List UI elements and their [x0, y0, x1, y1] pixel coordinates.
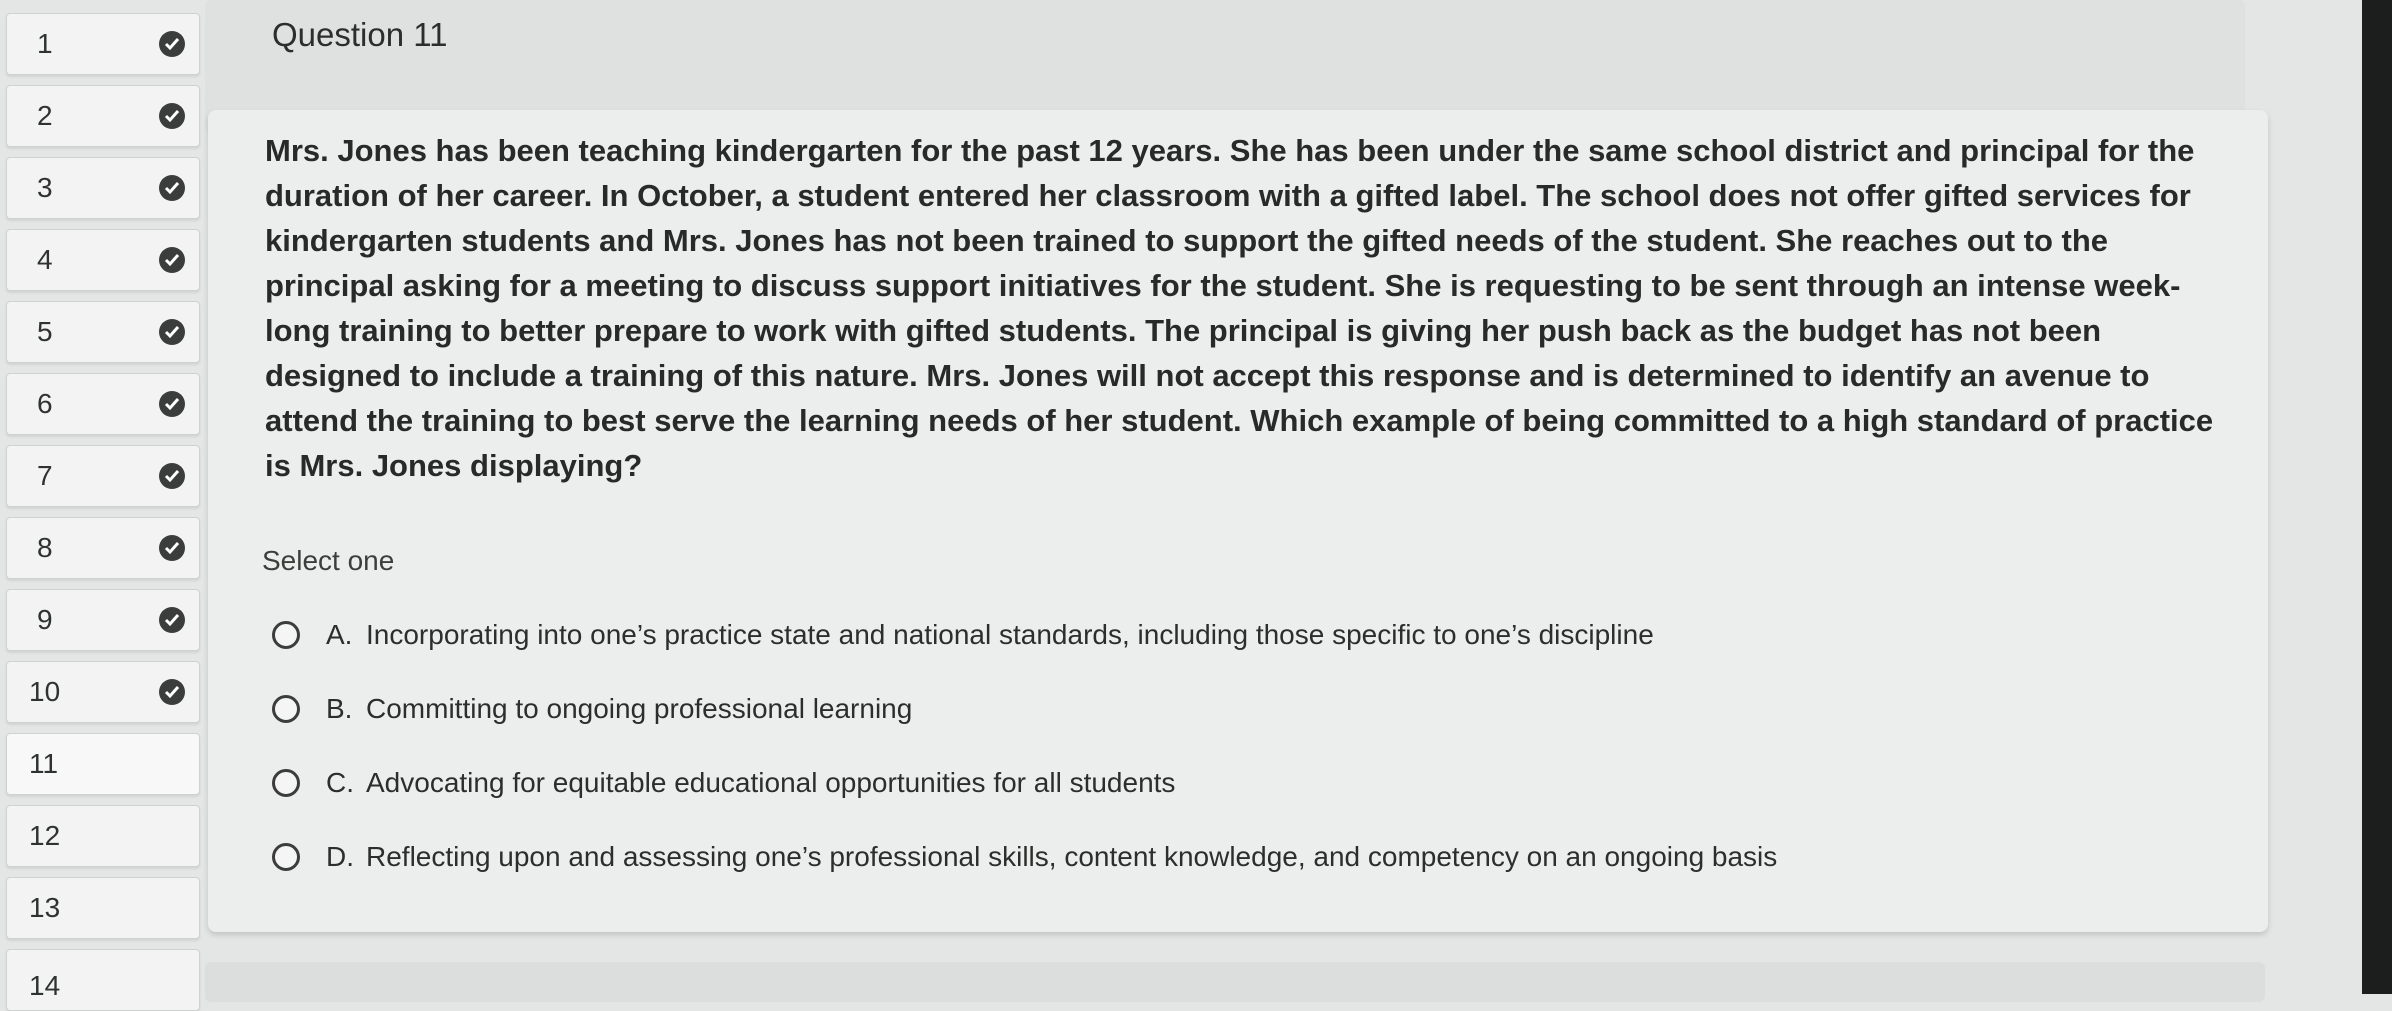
nav-number: 10	[29, 676, 61, 707]
option-letter: D.	[326, 841, 354, 872]
option-a[interactable]	[262, 613, 2162, 663]
check-circle-icon	[159, 679, 185, 705]
nav-question-2[interactable]	[6, 85, 200, 147]
radio-circle-icon[interactable]	[272, 621, 300, 649]
nav-question-12[interactable]	[6, 805, 200, 867]
option-letter: A.	[326, 619, 353, 650]
question-text: Mrs. Jones has been teaching kindergarten for the past 12 years. She has been under the same school district and principal for the duration of her career. In October, a student entered her classroom with a gifted label. The school does not offer gifted services for kindergarten students and Mrs. Jones has not been trained to support the gifted needs of the student. She reaches out to the principal asking for a meeting to discuss support initiatives for the student. She is requesting to be sent through an intense week-long training to better prepare to work with gifted students. The principal is giving her push back as the budget has not been designed to include a training of this nature. Mrs. Jones will not accept this response and is determined to identify an avenue to attend the training to best serve the learning needs of her student. Which example of being committed to a high standard of practice is Mrs. Jones displaying?	[265, 133, 2214, 483]
option-text: Reflecting upon and assessing one’s professional skills, content knowledge, and competency on an ongoing basis	[366, 841, 1778, 872]
nav-question-10[interactable]	[6, 661, 200, 723]
option-d[interactable]	[262, 835, 2162, 885]
nav-question-5[interactable]	[6, 301, 200, 363]
check-circle-icon	[159, 391, 185, 417]
option-text: Committing to ongoing professional learning	[366, 693, 913, 724]
check-circle-icon	[159, 319, 185, 345]
nav-number: 13	[29, 892, 61, 923]
nav-number: 5	[37, 316, 53, 347]
nav-question-14[interactable]	[6, 949, 200, 1011]
nav-question-3[interactable]	[6, 157, 200, 219]
check-circle-icon	[159, 247, 185, 273]
nav-number: 7	[37, 460, 53, 491]
nav-question-8[interactable]	[6, 517, 200, 579]
option-letter: C.	[326, 767, 354, 798]
radio-circle-icon[interactable]	[272, 843, 300, 871]
select-one-label: Select one	[262, 545, 395, 576]
nav-number: 14	[29, 970, 61, 1001]
question-navigator	[0, 0, 205, 1001]
option-letter: B.	[326, 693, 353, 724]
nav-question-4[interactable]	[6, 229, 200, 291]
nav-question-6[interactable]	[6, 373, 200, 435]
next-question-card	[205, 962, 2265, 1002]
check-circle-icon	[159, 31, 185, 57]
option-text: Incorporating into one’s practice state and national standards, including those specific to one’s discipline	[366, 619, 1654, 650]
nav-question-7[interactable]	[6, 445, 200, 507]
radio-circle-icon[interactable]	[272, 695, 300, 723]
option-text: Advocating for equitable educational opportunities for all students	[366, 767, 1176, 798]
option-c[interactable]	[262, 761, 2162, 811]
check-circle-icon	[159, 463, 185, 489]
nav-number: 3	[37, 172, 53, 203]
nav-number: 2	[37, 100, 53, 131]
option-b[interactable]	[262, 687, 2162, 737]
nav-number: 12	[29, 820, 61, 851]
screen-bezel	[2362, 0, 2392, 994]
radio-circle-icon[interactable]	[272, 769, 300, 797]
nav-question-1[interactable]	[6, 13, 200, 75]
check-circle-icon	[159, 535, 185, 561]
check-circle-icon	[159, 607, 185, 633]
nav-question-9[interactable]	[6, 589, 200, 651]
nav-number: 11	[29, 748, 59, 779]
nav-question-11[interactable]	[6, 733, 200, 795]
nav-number: 6	[37, 388, 53, 419]
nav-number: 9	[37, 604, 53, 635]
check-circle-icon	[159, 175, 185, 201]
question-title: Question 11	[272, 16, 448, 53]
nav-number: 8	[37, 532, 53, 563]
nav-question-13[interactable]	[6, 877, 200, 939]
nav-number: 4	[37, 244, 53, 275]
nav-number: 1	[37, 28, 53, 59]
check-circle-icon	[159, 103, 185, 129]
